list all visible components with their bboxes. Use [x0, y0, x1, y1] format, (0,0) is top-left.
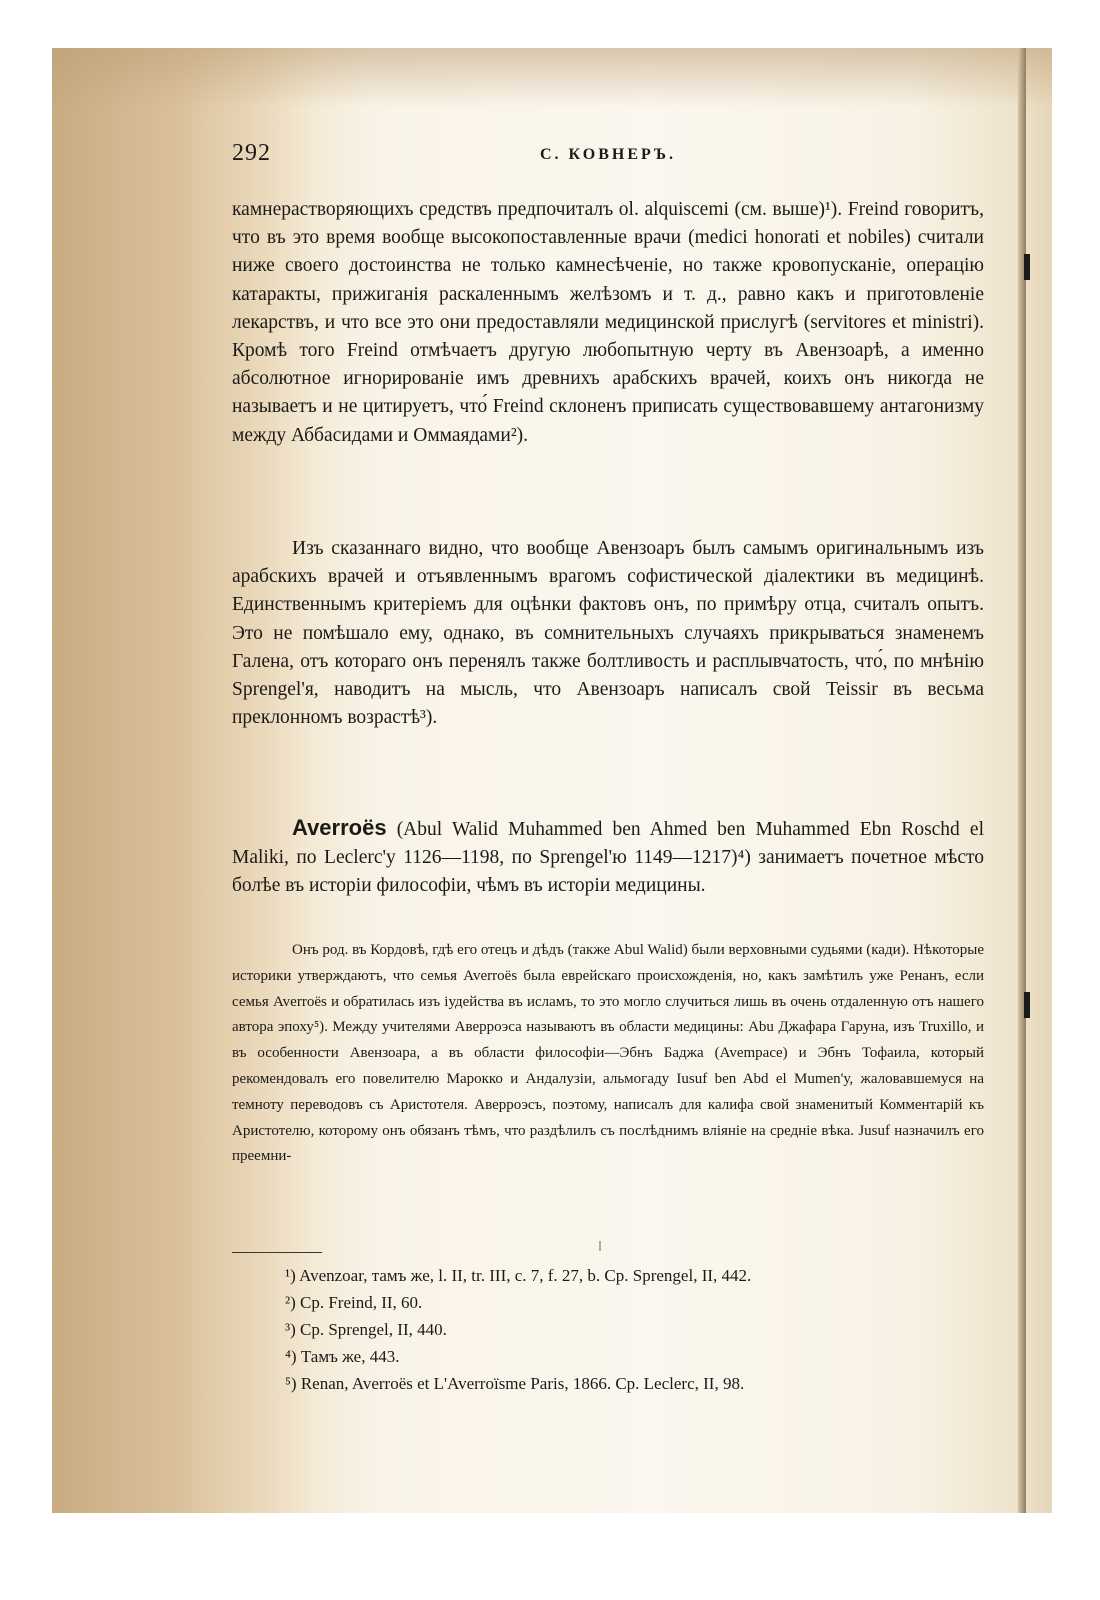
- margin-mark: [1024, 992, 1030, 1018]
- section-lead-word: Averroës: [292, 815, 387, 840]
- footnote-3: ³) Cp. Sprengel, II, 440.: [285, 1320, 447, 1339]
- footnotes: [285, 1262, 985, 1397]
- footnote-1: ¹) Avenzoar, тамъ же, l. II, tr. III, c. 7, f. 27, b. Cp. Sprengel, II, 442.: [285, 1266, 752, 1285]
- paragraph-averroes-text: (Abul Walid Muhammed ben Ahmed ben Muhammed Ebn Roschd el Maliki, по Leclerc'у 1126—1198, по Sprengel'ю 1149—1217)⁴) занимаетъ почетное мѣсто болѣе въ исторіи философіи, чѣмъ въ исторіи медицины.: [232, 819, 984, 897]
- margin-mark: [1024, 254, 1030, 280]
- paragraph-averroes: [232, 814, 984, 901]
- paragraph-avenzoar-conclusion: Изъ сказаннаго видно, что вообще Авензоаръ былъ самымъ оригинальнымъ изъ арабскихъ врачей и отъявленнымъ врагомъ софистической діалектики въ медицинѣ. Единственнымъ критеріемъ для оцѣнки фактовъ онъ, по примѣру отца, считалъ опытъ. Это не помѣшало ему, однако, въ сомнительныхъ случаяхъ прикрываться знаменемъ Галена, отъ котораго онъ перенялъ также болтливость и расплывчатость, что́, по мнѣнію Sprengel'я, наводитъ на мысль, что Авензоаръ написалъ свой Teissir въ весьма преклонномъ возрастѣ³).: [232, 538, 984, 729]
- footnote-rule: [232, 1252, 322, 1253]
- paragraph-freind: камнерастворяющихъ средствъ предпочиталъ ol. alquiscemi (см. выше)¹). Freind говоритъ, что въ это время вообще высокопоставленные врачи (medici honorati et nobiles) считали ниже своего достоинства не только камнесѣченіе, но также кровопусканіе, операцію катаракты, прижиганія раскаленнымъ желѣзомъ и т. д., равно какъ и приготовленіе лекарствъ, и что все это они предоставляли медицинской прислугѣ (servitores et ministri). Кромѣ того Freind отмѣчаетъ другую любопытную черту въ Авензоарѣ, а именно абсолютное игнорированіе имъ древнихъ арабскихъ врачей, коихъ онъ никогда не называетъ и не цитируетъ, что́ Freind склоненъ приписать существовавшему антагонизму между Аббасидами и Оммаядами²).: [232, 199, 984, 446]
- footnote-5: ⁵) Renan, Averroës et L'Averroïsme Paris, 1866. Cp. Leclerc, II, 98.: [285, 1374, 745, 1393]
- footnote-4: ⁴) Тамъ же, 443.: [285, 1347, 400, 1366]
- text-end-mark: [232, 1239, 984, 1253]
- footnote-2: ²) Cp. Freind, II, 60.: [285, 1293, 423, 1312]
- running-head: С. КОВНЕРЪ.: [540, 146, 677, 163]
- paragraph-averroes-biography: Онъ род. въ Кордовѣ, гдѣ его отецъ и дѣдъ (также Abul Walid) были верховными судьями (кади). Нѣкоторые историки утверждаютъ, что семья Averroës была еврейскаго происхожденія, но, какъ замѣтилъ уже Ренанъ, если семья Averroës и обратилась изъ іудейства въ исламъ, то это могло случиться лишь въ очень отдаленную отъ нашего автора эпоху⁵). Между учителями Аверроэса называютъ въ области медицины: Abu Джафара Гаруна, изъ Truxillo, и въ особенности Авензоара, а въ области философіи—Эбнъ Баджа (Avempace) и Эбнъ Тофаила, который рекомендовалъ его повелителю Марокко и Андалузіи, альмогаду Iusuf ben Abd el Mumen'у, жаловавшемуся на темноту переводовъ съ Аристотеля. Аверроэсъ, поэтому, написалъ для калифа свой знаменитый Комментарій къ Аристотелю, которому онъ обязанъ тѣмъ, что раздѣлилъ съ послѣднимъ вліяніе на средніе вѣка. Jusuf назначилъ его преемни-: [232, 942, 984, 1165]
- page-number: 292: [232, 140, 271, 166]
